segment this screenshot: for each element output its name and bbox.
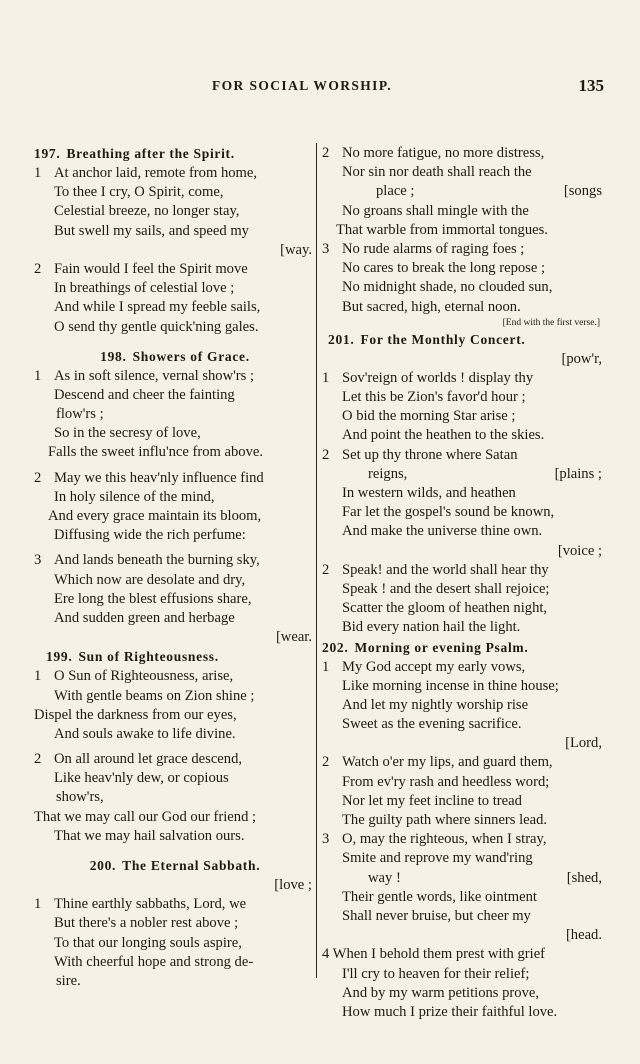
verse-number: 1 xyxy=(34,165,42,181)
verse-line: Nor sin nor death shall reach the xyxy=(342,164,532,181)
verse-line xyxy=(322,182,606,201)
verse-turnover: [songs xyxy=(563,183,602,200)
verse-line: Shall never bruise, but cheer my xyxy=(342,907,531,924)
verse-line: Celestial breeze, no longer stay, xyxy=(54,203,240,220)
verse-line: Which now are desolate and dry, xyxy=(54,571,246,588)
verse-line: show'rs, xyxy=(56,789,104,806)
verse-line xyxy=(322,658,606,677)
verse-line: And let my nightly worship rise xyxy=(342,696,529,713)
verse-number: 1 xyxy=(34,668,42,685)
verse-turnover: [pow'r, xyxy=(561,350,602,367)
verse-line xyxy=(34,895,316,914)
verse-text: And lands beneath the burning sky, xyxy=(54,552,260,569)
hymn-number: 201. xyxy=(328,331,355,347)
verse-turnover: [shed, xyxy=(566,869,602,886)
verse-text: Watch o'er my lips, and guard them, xyxy=(342,754,553,771)
hymn-199 xyxy=(34,647,316,846)
hymn-number: 198. xyxy=(100,348,127,364)
hymn-heading: Showers of Grace. xyxy=(132,348,250,364)
verse-line: But sacred, high, eternal noon. xyxy=(342,298,521,315)
hymn-heading: Sun of Righteousness. xyxy=(78,649,219,665)
verse-line: Like heav'nly dew, or copious xyxy=(54,770,229,787)
verse-line: Sweet as the evening sacrifice. xyxy=(342,716,522,733)
verse-fragment: place ; xyxy=(376,183,415,200)
verse-number: 2 xyxy=(34,751,42,768)
verse-line xyxy=(322,869,606,888)
hymn-heading: The Eternal Sabbath. xyxy=(122,858,261,873)
page-header xyxy=(0,78,640,100)
verse-line xyxy=(322,465,606,484)
hymn-198 xyxy=(34,347,316,648)
verse-line xyxy=(322,144,606,163)
verse-turnover: [voice ; xyxy=(557,542,602,559)
verse-line: But there's a nobler rest above ; xyxy=(54,915,239,932)
verse-line: No groans shall mingle with the xyxy=(342,202,529,219)
verse-line: Descend and cheer the fainting xyxy=(54,386,235,403)
hymn-202 xyxy=(322,638,606,1023)
hymn-201 xyxy=(322,330,606,638)
verse-turnover: [love ; xyxy=(274,877,312,893)
verse-text: On all around let grace descend, xyxy=(54,751,243,768)
verse-text: Speak! and the world shall hear thy xyxy=(342,561,549,578)
verse-line xyxy=(322,240,606,259)
verse-line xyxy=(34,469,316,488)
verse-line: flow'rs ; xyxy=(56,406,104,423)
verse-line: That warble from immortal tongues. xyxy=(336,221,548,238)
verse-line: So in the secresy of love, xyxy=(54,425,201,442)
verse-line: Let this be Zion's favor'd hour ; xyxy=(342,389,526,406)
verse-line: O send thy gentle quick'ning gales. xyxy=(54,318,259,335)
running-title: FOR SOCIAL WORSHIP. xyxy=(212,78,393,93)
hymn-heading: For the Monthly Concert. xyxy=(360,331,526,347)
verse-line: And point the heathen to the skies. xyxy=(342,427,545,444)
verse-text: No rude alarms of raging foes ; xyxy=(342,240,525,257)
verse-line: And souls awake to life divine. xyxy=(54,725,236,742)
verse-number: 2 xyxy=(322,754,330,771)
verse-text: Fain would I feel the Spirit move xyxy=(54,260,248,277)
hymn-title xyxy=(34,347,316,367)
verse-line: With cheerful hope and strong de- xyxy=(54,953,254,970)
verse-line xyxy=(322,446,606,465)
verse-line xyxy=(34,260,316,279)
verse-line: Ere long the blest effusions share, xyxy=(54,590,252,607)
verse-number: 2 xyxy=(322,561,330,578)
verse-line: And by my warm petitions prove, xyxy=(342,984,539,1001)
verse-line: Diffusing wide the rich perfume: xyxy=(54,527,246,544)
verse-number: 1 xyxy=(34,896,42,913)
hymn-title xyxy=(322,638,606,658)
verse-fragment: reigns, xyxy=(368,465,408,482)
end-note: [End with the first verse.] xyxy=(502,317,600,328)
verse-line: And every grace maintain its bloom, xyxy=(48,508,262,524)
verse-line: Bid every nation hail the light. xyxy=(342,619,521,636)
verse-line: I'll cry to heaven for their relief; xyxy=(342,965,530,982)
verse-line: And make the universe thine own. xyxy=(342,523,543,540)
hymn-number: 197. xyxy=(34,146,61,161)
column-divider xyxy=(316,143,317,978)
verse-turnover: [plains ; xyxy=(554,465,602,482)
verse-text: May we this heav'nly influence find xyxy=(54,469,264,486)
verse-text: O Sun of Righteousness, arise, xyxy=(54,668,234,685)
hymn-200 xyxy=(34,856,316,991)
verse-text: Thine earthly sabbaths, Lord, we xyxy=(54,896,247,913)
hymn-title xyxy=(34,144,316,164)
verse-line xyxy=(34,667,316,686)
hymn-heading: Morning or evening Psalm. xyxy=(354,639,529,655)
verse-number: 3 xyxy=(322,240,330,257)
verse-line: But swell my sails, and speed my xyxy=(54,222,249,239)
verse-line xyxy=(322,561,606,580)
verse-number: 2 xyxy=(34,469,42,486)
verse-number: 2 xyxy=(34,260,42,277)
verse-text: Sov'reign of worlds ! display thy xyxy=(342,369,534,386)
verse-number: 1 xyxy=(322,369,330,386)
verse-number: 1 xyxy=(34,367,42,384)
verse-line xyxy=(34,551,316,570)
verse-line: And while I spread my feeble sails, xyxy=(54,299,261,316)
verse-turnover: [way. xyxy=(280,241,312,258)
hymn-200-continued xyxy=(322,144,606,330)
verse-line xyxy=(34,750,316,769)
verse-line xyxy=(322,753,606,772)
verse-line: No cares to break the long repose ; xyxy=(342,260,546,277)
page-number: 135 xyxy=(578,76,604,95)
hymn-number: 202. xyxy=(322,639,349,655)
left-column xyxy=(34,144,316,1064)
verse-line: That we may call our God our friend ; xyxy=(34,808,257,825)
verse-text: At anchor laid, remote from home, xyxy=(54,165,258,181)
verse-number: 1 xyxy=(322,658,330,675)
hymn-number: 200. xyxy=(89,858,117,873)
verse-line: No midnight shade, no clouded sun, xyxy=(342,279,553,296)
hymn-title xyxy=(34,856,316,876)
verse-line xyxy=(34,164,316,183)
verse-line: Dispel the darkness from our eyes, xyxy=(34,706,237,723)
verse-line: 4 When I behold them prest with grief xyxy=(322,946,546,963)
hymn-title xyxy=(34,647,316,667)
verse-text: No more fatigue, no more distress, xyxy=(342,145,545,161)
verse-line: From ev'ry rash and heedless word; xyxy=(342,773,550,790)
verse-line: O bid the morning Star arise ; xyxy=(342,408,516,425)
verse-line xyxy=(322,830,606,849)
verse-line: In western wilds, and heathen xyxy=(342,485,516,501)
verse-number: 2 xyxy=(322,446,330,463)
verse-line: sire. xyxy=(56,972,81,989)
verse-line: Their gentle words, like ointment xyxy=(342,888,537,905)
hymn-197 xyxy=(34,144,316,337)
verse-line: Far let the gospel's sound be known, xyxy=(342,504,555,521)
verse-line: That we may hail salvation ours. xyxy=(54,827,245,844)
verse-number: 3 xyxy=(34,552,42,569)
verse-line: Speak ! and the desert shall rejoice; xyxy=(342,580,550,597)
verse-line xyxy=(34,367,316,386)
verse-line: Nor let my feet incline to tread xyxy=(342,792,522,809)
verse-line: In breathings of celestial love ; xyxy=(54,280,235,297)
verse-text: Set up thy throne where Satan xyxy=(342,446,518,463)
verse-turnover: [Lord, xyxy=(565,735,602,752)
hymn-title xyxy=(322,330,606,350)
verse-line: The guilty path where sinners lead. xyxy=(342,812,548,828)
hymn-number: 199. xyxy=(46,649,73,665)
right-column xyxy=(322,144,606,1064)
verse-line: Like morning incense in thine house; xyxy=(342,677,559,694)
verse-line: In holy silence of the mind, xyxy=(54,488,215,505)
verse-text: As in soft silence, vernal show'rs ; xyxy=(54,367,255,384)
verse-number: 2 xyxy=(322,145,330,161)
verse-line xyxy=(322,369,606,388)
verse-number: 3 xyxy=(322,831,330,848)
verse-line: Scatter the gloom of heathen night, xyxy=(342,600,548,617)
verse-line: How much I prize their faithful love. xyxy=(342,1003,558,1020)
verse-line: Falls the sweet influ'nce from above. xyxy=(48,444,263,461)
verse-text: My God accept my early vows, xyxy=(342,658,526,675)
verse-line: Smite and reprove my wand'ring xyxy=(342,850,533,867)
verse-fragment: way ! xyxy=(368,869,401,886)
verse-turnover: [head. xyxy=(565,927,602,944)
verse-text: O, may the righteous, when I stray, xyxy=(342,831,547,848)
hymn-heading: Breathing after the Spirit. xyxy=(66,146,235,161)
verse-line: And sudden green and herbage xyxy=(54,609,235,626)
verse-line: To that our longing souls aspire, xyxy=(54,934,242,951)
verse-turnover: [wear. xyxy=(275,629,312,646)
verse-line: With gentle beams on Zion shine ; xyxy=(54,687,255,704)
verse-line: To thee I cry, O Spirit, come, xyxy=(54,184,224,201)
